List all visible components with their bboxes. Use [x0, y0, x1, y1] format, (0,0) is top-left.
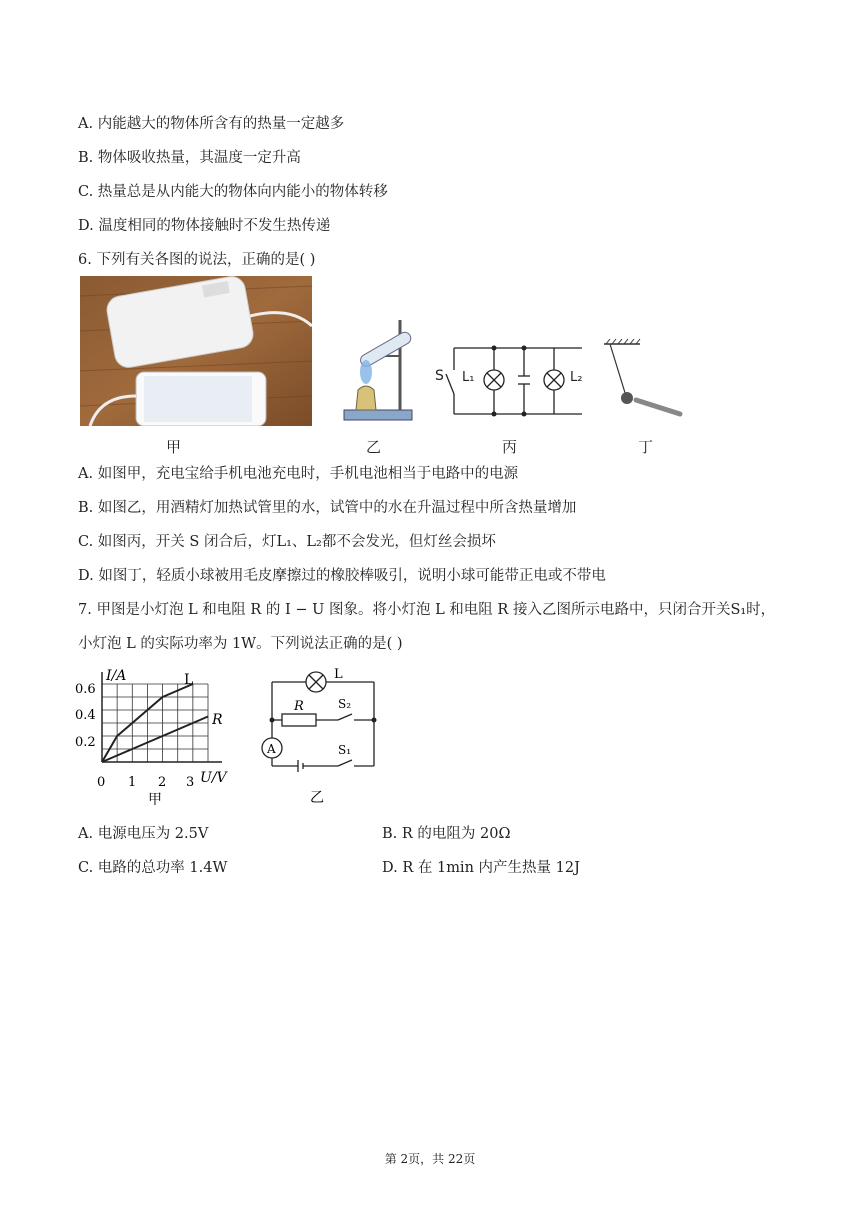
q5-option-d: D. 温度相同的物体接触时不发生热传递 — [78, 218, 331, 234]
pendulum-ball-figure — [598, 338, 688, 422]
circuit-switch-label: S — [435, 368, 444, 384]
circuit-lamp2-label: L₂ — [570, 370, 583, 385]
q7-option-d: D. R 在 1min 内产生热量 12J — [382, 860, 580, 876]
switch-s2-label: S₂ — [338, 697, 352, 711]
circuit-lamp1-label: L₁ — [462, 370, 475, 385]
q7-option-b: B. R 的电阻为 20Ω — [382, 826, 511, 842]
caption-bing: 丙 — [502, 438, 518, 456]
lamp-l-label: L — [334, 667, 343, 682]
y-tick-0-2: 0.2 — [75, 735, 96, 750]
y-tick-0-6: 0.6 — [75, 682, 96, 697]
resistor-r-label: R — [294, 699, 304, 714]
y-tick-0-4: 0.4 — [75, 708, 96, 723]
curve-r-label: R — [212, 712, 223, 728]
ammeter-circuit-figure — [258, 664, 388, 804]
power-bank-photo — [80, 276, 312, 426]
y-axis-label: I/A — [106, 668, 127, 684]
x-tick-1: 1 — [128, 775, 137, 790]
iu-graph — [70, 664, 250, 810]
x-tick-2: 2 — [158, 775, 167, 790]
q7-stem-line2: 小灯泡 L 的实际功率为 1W。下列说法正确的是( ) — [78, 636, 403, 652]
q6-option-b: B. 如图乙，用酒精灯加热试管里的水，试管中的水在升温过程中所含热量增加 — [78, 500, 577, 516]
caption-yi: 乙 — [366, 438, 382, 456]
switch-s1-label: S₁ — [338, 743, 352, 757]
x-tick-0: 0 — [97, 775, 106, 790]
q6-option-d: D. 如图丁，轻质小球被用毛皮摩擦过的橡胶棒吸引，说明小球可能带正电或不带电 — [78, 568, 606, 584]
circuit-caption: 乙 — [310, 790, 324, 804]
ammeter-label: A — [267, 742, 276, 756]
q5-option-c: C. 热量总是从内能大的物体向内能小的物体转移 — [78, 184, 388, 200]
caption-ding: 丁 — [638, 438, 654, 456]
q6-option-a: A. 如图甲，充电宝给手机电池充电时，手机电池相当于电路中的电源 — [78, 466, 519, 482]
graph-caption: 甲 — [148, 792, 162, 808]
x-tick-3: 3 — [186, 775, 195, 790]
page-footer: 第 2页，共 22页 — [384, 1152, 476, 1166]
q7-option-a: A. 电源电压为 2.5V — [78, 826, 209, 842]
q5-option-b: B. 物体吸收热量，其温度一定升高 — [78, 150, 301, 166]
q6-stem: 6. 下列有关各图的说法，正确的是( ) — [78, 252, 316, 268]
alcohol-lamp-figure — [338, 316, 418, 422]
q7-option-c: C. 电路的总功率 1.4W — [78, 860, 228, 876]
q7-stem-line1: 7. 甲图是小灯泡 L 和电阻 R 的 I − U 图象。将小灯泡 L 和电阻 R 接入乙图所示电路中，只闭合开关S₁时， — [78, 602, 776, 618]
q5-option-a: A. 内能越大的物体所含有的热量一定越多 — [78, 116, 345, 132]
curve-l-label: L — [184, 672, 194, 688]
q6-option-c: C. 如图丙，开关 S 闭合后，灯L₁、L₂都不会发光，但灯丝会损坏 — [78, 534, 496, 550]
x-axis-label: U/V — [200, 770, 227, 786]
caption-jia: 甲 — [166, 438, 182, 456]
